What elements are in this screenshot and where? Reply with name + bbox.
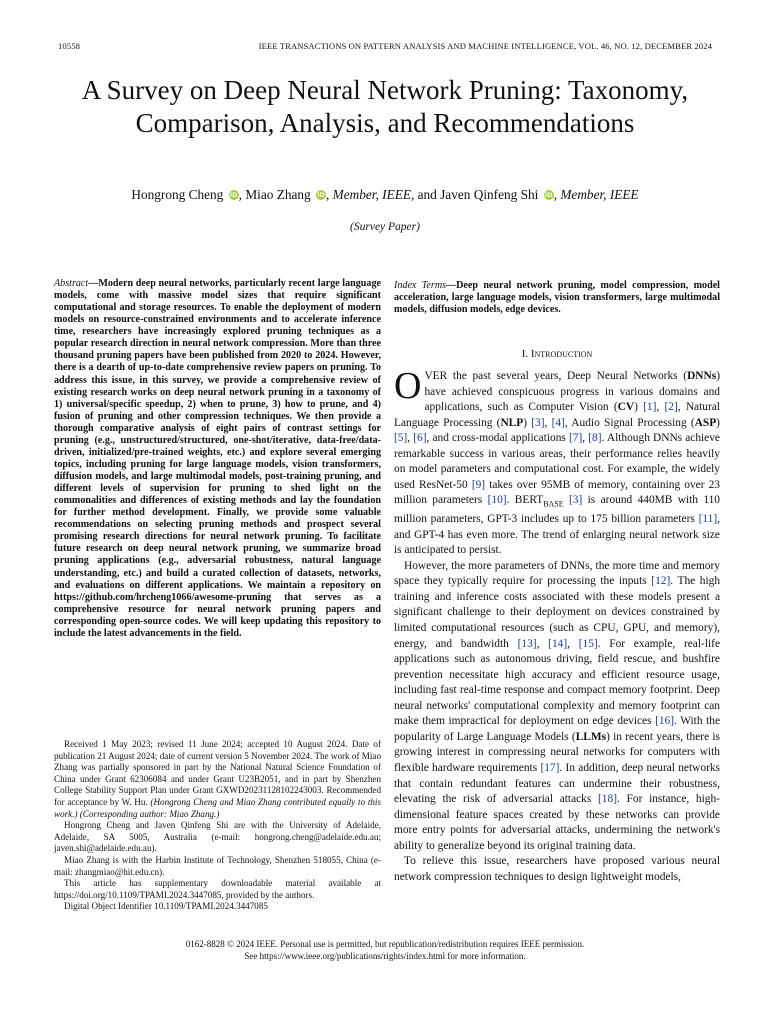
text-run: To relieve this issue, researchers have proposed various neural network compression techniques to design lightweight models, — [394, 855, 720, 883]
rights-line: See https://www.ieee.org/publications/rights/index.html for more information. — [244, 950, 526, 961]
author-conjunction: , and — [410, 187, 441, 202]
citation-link[interactable]: [15] — [578, 637, 598, 650]
text-run: , — [407, 432, 414, 445]
copyright-notice — [60, 939, 710, 962]
index-terms-text: —Deep neural network pruning, model compression, model acceleration, large language models, vision transformers, large multimodal models, diffusion models, edge devices. — [394, 280, 720, 316]
citation-link[interactable]: [12] — [651, 575, 671, 588]
text-run: . Although DNNs achieve remarkable success in various areas, their performance relies heavily on model parameters and computational cost. For example, the widely used ResNet-50 — [394, 432, 720, 491]
footnote-paragraph — [54, 878, 381, 901]
text-run: , — [536, 637, 549, 650]
citation-link[interactable]: [3] — [531, 416, 545, 429]
orcid-icon[interactable]: iD — [544, 191, 553, 199]
author-list: Hongrong Cheng iD, Miao Zhang iD, Member, IEEE, and Javen Qinfeng Shi iD, Member, IEEE — [131, 187, 639, 202]
text-run: , — [582, 432, 589, 445]
section-title: Introduction — [530, 348, 593, 360]
acronym: DNNs — [687, 370, 717, 382]
text-run: . The high training and inference costs associated with these models present a significant challenge to their deployment on devices constrained by limited computational resources (such as CPU, GPU, and memory), energy, and bandwidth — [394, 575, 721, 650]
text-run: ) have achieved conspicuous progress in various domains and applications, such as Computer Vision ( — [424, 370, 720, 414]
intro-paragraph-2 — [394, 559, 720, 854]
footnotes — [54, 739, 381, 913]
author-name: Miao Zhang — [245, 187, 311, 202]
citation-link[interactable]: [17] — [540, 761, 560, 774]
intro-paragraph-1 — [394, 365, 720, 559]
text-run: However, the more parameters of DNNs, the more time and memory space they typically require for processing the inputs — [394, 559, 720, 588]
author-role: Member, IEEE — [332, 187, 411, 202]
page-number: 10558 — [58, 41, 80, 51]
text-run: ) — [523, 416, 532, 429]
text-run: . BERT — [506, 494, 544, 507]
acronym: LLMs — [575, 730, 607, 743]
author-role: Member, IEEE — [560, 187, 639, 202]
orcid-icon[interactable]: iD — [229, 191, 238, 199]
section-number: I. — [521, 348, 531, 360]
text-run: , — [656, 401, 665, 414]
text-run: . For example, real-life applications such as autonomous driving, field rescue, and bushfire prevention necessitate high accuracy and efficient resource usage, including fast real-time response and compact memory footprint. Deep neural networks' computational complexity and memory footprint can make them impractical for deployment on edge devices — [394, 637, 721, 728]
footnote-note: (Hongrong Cheng and Miao Zhang contributed equally to this work.) (Corresponding author: Miao Zhang.) — [54, 796, 381, 819]
citation-link[interactable]: [4] — [551, 416, 565, 429]
text-run: , — [544, 416, 552, 429]
text-run: VER the past several years, Deep Neural Networks ( — [424, 370, 688, 382]
footnote-text: Received 1 May 2023; revised 11 June 2024; accepted 10 August 2024. Date of publication 21 August 2024; date of current version 5 November 2024. The work of Miao Zhang was partially sponsored in part by the National Natural Science Foundation of China under Grant 62306084 and under Grant U23B2051, and in part by Shenzhen College Stability Support Plan under Grant GXWD20231128102243003. Recommended for acceptance by W. Hu. — [54, 739, 381, 807]
acronym: NLP — [500, 416, 524, 429]
citation-link[interactable]: [13] — [517, 637, 537, 650]
text-run: takes over 95MB of memory, containing over 23 million parameters — [394, 478, 720, 507]
citation-link[interactable]: [18] — [598, 793, 617, 806]
running-header — [58, 41, 712, 51]
index-terms-lead: Index Terms — [394, 280, 447, 291]
footnote-text: Hongrong Cheng and Javen Qinfeng Shi are with the University of Adelaide, Adelaide, SA 5005, Australia (e-mail: hongrong.cheng@adelaide.edu.au; javen.shi@adelaide.edu.au). — [54, 820, 381, 854]
citation-link[interactable]: [6] — [413, 432, 427, 445]
abstract-text: —Modern deep neural networks, particularly recent large language models, come with massive model sizes that require significant computational and storage resources. To enable the deployment of modern models on resource-constrained environments and to accelerate inference time, researchers have increasingly explored pruning techniques as a popular research direction in neural network compression. More than three thousand pruning papers have been published from 2020 to 2024. However, there is a dearth of up-to-date comprehensive review papers on pruning. To address this issue, in this survey, we provide a comprehensive review of existing research works on deep neural network pruning in a taxonomy of 1) universal/specific speedup, 2) when to prune, 3) how to prune, and 4) fusion of pruning and other compression techniques. We then provide a thorough comparative analysis of eight pairs of contrast settings for pruning (e.g., unstructured/structured, one-shot/iterative, data-free/data-driven, initialized/pre-trained weights, etc.) and explore several emerging topics, including pruning for large language models, vision transformers, diffusion models, and large multimodal models, post-training pruning, and different levels of supervision for pruning to shed light on the commonalities and differences of existing methods and lay the foundation for further method development. Finally, we provide some valuable recommendations on selecting pruning methods and prospect several promising research directions for neural network pruning. To facilitate future research on deep neural network pruning, we summarize broad pruning applications (e.g., adversarial robustness, natural language understanding, etc.) and build a curated collection of datasets, networks, and evaluations on different applications. We maintain a repository on https://github.com/hrcheng1066/awesome-pruning that serves as a comprehensive resource for neural network pruning papers and corresponding open-source codes. We will keep updating this repository to include the latest advancements in the field. — [54, 278, 381, 639]
drop-cap: O — [394, 365, 422, 407]
abstract-lead: Abstract — [54, 278, 89, 289]
citation-link[interactable]: [7] — [568, 432, 583, 445]
citation-link[interactable]: [11] — [698, 513, 718, 526]
orcid-icon[interactable]: iD — [317, 191, 325, 199]
subscript: BASE — [543, 499, 564, 509]
paper-type: (Survey Paper) — [350, 221, 420, 233]
citation-link[interactable]: [8] — [588, 432, 602, 445]
author-name: Hongrong Cheng — [131, 187, 224, 202]
text-run: ) in recent years, there is growing interest in compressing neural networks for computers with flexible hardware requirements — [394, 730, 720, 774]
acronym: ASP — [694, 416, 717, 429]
footnote-paragraph — [54, 739, 381, 820]
citation-link[interactable]: [16] — [655, 715, 675, 728]
footnote-paragraph — [54, 820, 381, 855]
citation-link[interactable]: [9] — [471, 478, 486, 491]
footnote-text: Miao Zhang is with the Harbin Institute of Technology, Shenzhen 518055, China (e-mail: zhangmiao@hit.edu.cn). — [54, 854, 381, 877]
text-run: , and GPT-4 has even more. The trend of enlarging neural network size is anticipated to persist. — [394, 513, 720, 557]
citation-link[interactable]: [5] — [394, 432, 408, 445]
introduction-body — [394, 365, 721, 885]
section-heading — [394, 348, 720, 360]
footnote-text: This article has supplementary downloadable material available at https://doi.org/10.1109/TPAMI.2024.3447085, provided by the authors. — [54, 878, 381, 900]
copyright-line: 0162-8828 © 2024 IEEE. Personal use is permitted, but republication/redistribution requires IEEE permission. — [185, 939, 585, 949]
citation-link[interactable]: [14] — [548, 637, 568, 650]
footnote-paragraph — [54, 855, 381, 878]
citation-link[interactable]: [1] — [643, 401, 657, 414]
citation-link[interactable]: [2] — [664, 401, 678, 414]
text-run: . For instance, high-dimensional feature spaces created by these networks can provide more entry points for adversarial attacks, undermining the network's ability to generalize beyond its original training data. — [394, 793, 720, 852]
index-terms — [394, 280, 720, 317]
footnote-paragraph — [54, 901, 381, 913]
footnote-text: Digital Object Identifier 10.1109/TPAMI.2024.3447085 — [64, 901, 268, 912]
citation-link[interactable]: [3] — [569, 494, 583, 507]
paper-title: A Survey on Deep Neural Network Pruning: Taxonomy, Comparison, Analysis, and Recommendations — [81, 75, 689, 138]
text-run: , Audio Signal Processing ( — [564, 416, 695, 429]
citation-link[interactable]: [10] — [487, 494, 507, 507]
author-name: Javen Qinfeng Shi — [440, 187, 539, 202]
text-run: . In addition, deep neural networks that contain redundant features can undermine their robustness, elevating the risk of adversarial attacks — [394, 761, 720, 806]
intro-paragraph-3 — [394, 854, 720, 885]
text-run: ) — [634, 401, 644, 414]
text-run: ) — [716, 416, 720, 429]
abstract — [54, 278, 381, 640]
text-run: is around 440MB with 110 million parameters, GPT-3 includes up to 175 billion parameters — [394, 494, 720, 526]
journal-name: IEEE TRANSACTIONS ON PATTERN ANALYSIS AND MACHINE INTELLIGENCE, VOL. 46, NO. 12, DECEMBER 2024 — [258, 41, 712, 51]
text-run: , Natural Language Processing ( — [394, 401, 720, 429]
text-run: , and cross-modal applications — [426, 432, 569, 445]
acronym: CV — [617, 401, 635, 414]
text-run: . With the popularity of Large Language Models ( — [394, 715, 720, 743]
text-run: , — [567, 637, 579, 650]
